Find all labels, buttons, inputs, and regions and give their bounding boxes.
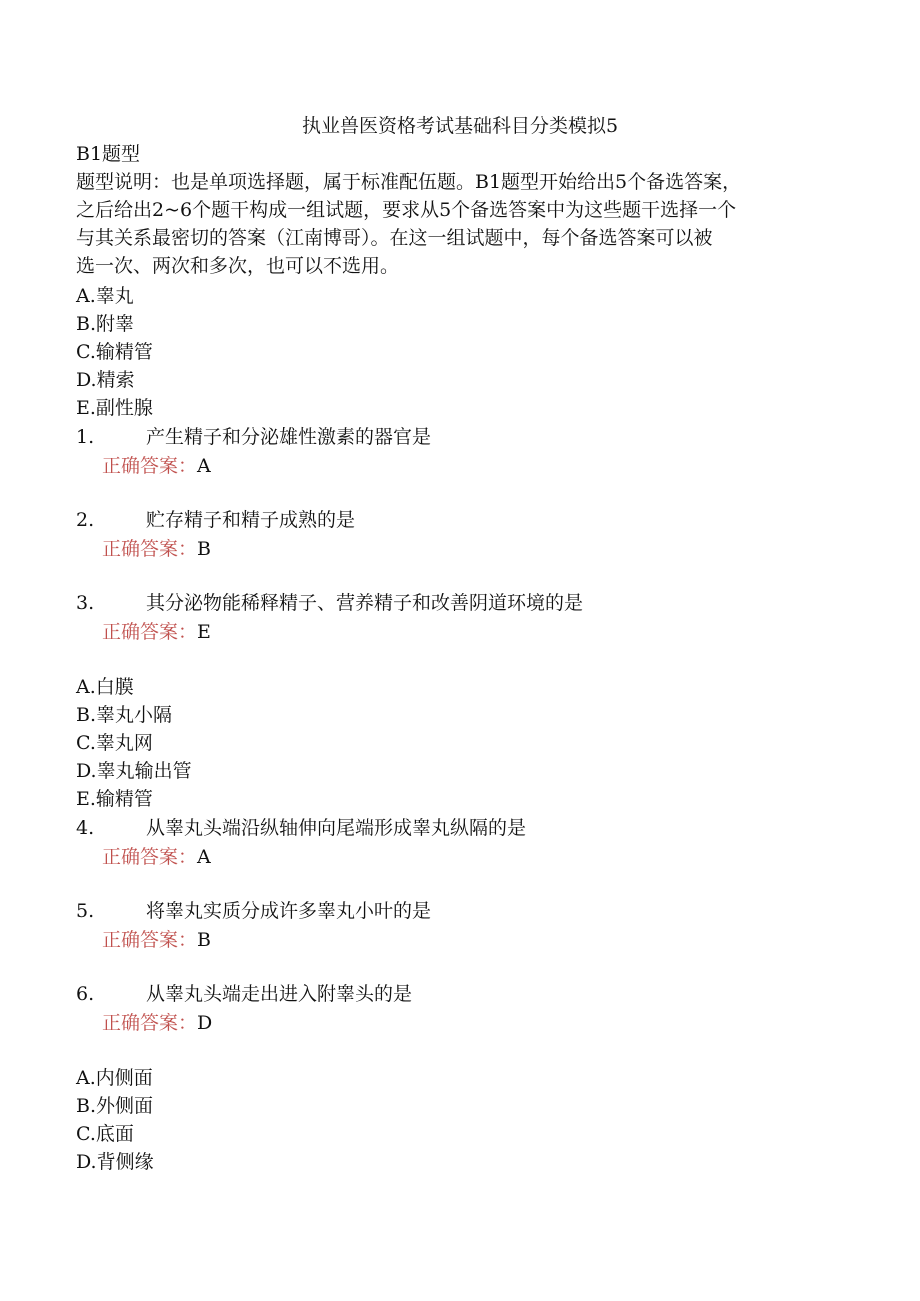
correct-answer xyxy=(102,843,211,871)
answer-value: B xyxy=(197,929,211,951)
question-stem xyxy=(76,589,583,617)
question-text: 将睾丸实质分成许多睾丸小叶的是 xyxy=(146,900,432,922)
description-line: 之后给出2~6个题干构成一组试题，要求从5个备选答案中为这些题干选择一个 xyxy=(76,199,737,221)
option-item: A.白膜 xyxy=(76,676,134,698)
question-text: 从睾丸头端沿纵轴伸向尾端形成睾丸纵隔的是 xyxy=(146,817,527,839)
option-item: E.输精管 xyxy=(76,788,153,810)
answer-label: 正确答案： xyxy=(102,455,198,477)
option-item: A.睾丸 xyxy=(76,285,134,307)
question-type-description xyxy=(76,168,846,280)
option-item: B.睾丸小隔 xyxy=(76,704,173,726)
option-item: D.精索 xyxy=(76,369,135,391)
option-item: B.附睾 xyxy=(76,313,135,335)
option-item: D.背侧缘 xyxy=(76,1151,154,1173)
question-text: 产生精子和分泌雄性激素的器官是 xyxy=(146,426,432,448)
option-item: B.外侧面 xyxy=(76,1095,154,1117)
question-stem xyxy=(76,423,431,451)
answer-label: 正确答案： xyxy=(102,929,198,951)
correct-answer xyxy=(102,926,211,954)
question-text: 从睾丸头端走出进入附睾头的是 xyxy=(146,983,413,1005)
answer-value: D xyxy=(197,1012,213,1034)
question-number: 6. xyxy=(76,983,95,1005)
question-number: 5. xyxy=(76,900,95,922)
correct-answer xyxy=(102,1009,212,1037)
correct-answer xyxy=(102,618,211,646)
correct-answer xyxy=(102,535,211,563)
option-item: C.输精管 xyxy=(76,341,153,363)
answer-value: A xyxy=(197,455,211,477)
description-line: 与其关系最密切的答案（江南博哥）。在这一组试题中，每个备选答案可以被 xyxy=(76,227,713,249)
answer-value: B xyxy=(197,538,211,560)
option-item: E.副性腺 xyxy=(76,397,153,419)
question-number: 1. xyxy=(76,426,95,448)
answer-value: A xyxy=(197,846,211,868)
section-heading: B1题型 xyxy=(76,143,141,165)
option-item: C.睾丸网 xyxy=(76,732,153,754)
option-item: D.睾丸输出管 xyxy=(76,760,192,782)
description-line: 题型说明：也是单项选择题，属于标准配伍题。B1题型开始给出5个备选答案， xyxy=(76,171,742,193)
option-item: A.内侧面 xyxy=(76,1067,153,1089)
answer-value: E xyxy=(197,621,211,643)
document-title: 执业兽医资格考试基础科目分类模拟5 xyxy=(301,115,619,137)
question-stem xyxy=(76,506,355,534)
correct-answer xyxy=(102,452,211,480)
answer-label: 正确答案： xyxy=(102,1012,198,1034)
description-line: 选一次、两次和多次，也可以不选用。 xyxy=(76,255,400,277)
question-stem xyxy=(76,814,526,842)
question-number: 4. xyxy=(76,817,95,839)
question-stem xyxy=(76,897,431,925)
option-item: C.底面 xyxy=(76,1123,134,1145)
question-text: 其分泌物能稀释精子、营养精子和改善阴道环境的是 xyxy=(146,592,584,614)
question-number: 3. xyxy=(76,592,95,614)
question-stem xyxy=(76,980,412,1008)
question-text: 贮存精子和精子成熟的是 xyxy=(146,509,356,531)
answer-label: 正确答案： xyxy=(102,621,198,643)
question-number: 2. xyxy=(76,509,95,531)
answer-label: 正确答案： xyxy=(102,846,198,868)
answer-label: 正确答案： xyxy=(102,538,198,560)
